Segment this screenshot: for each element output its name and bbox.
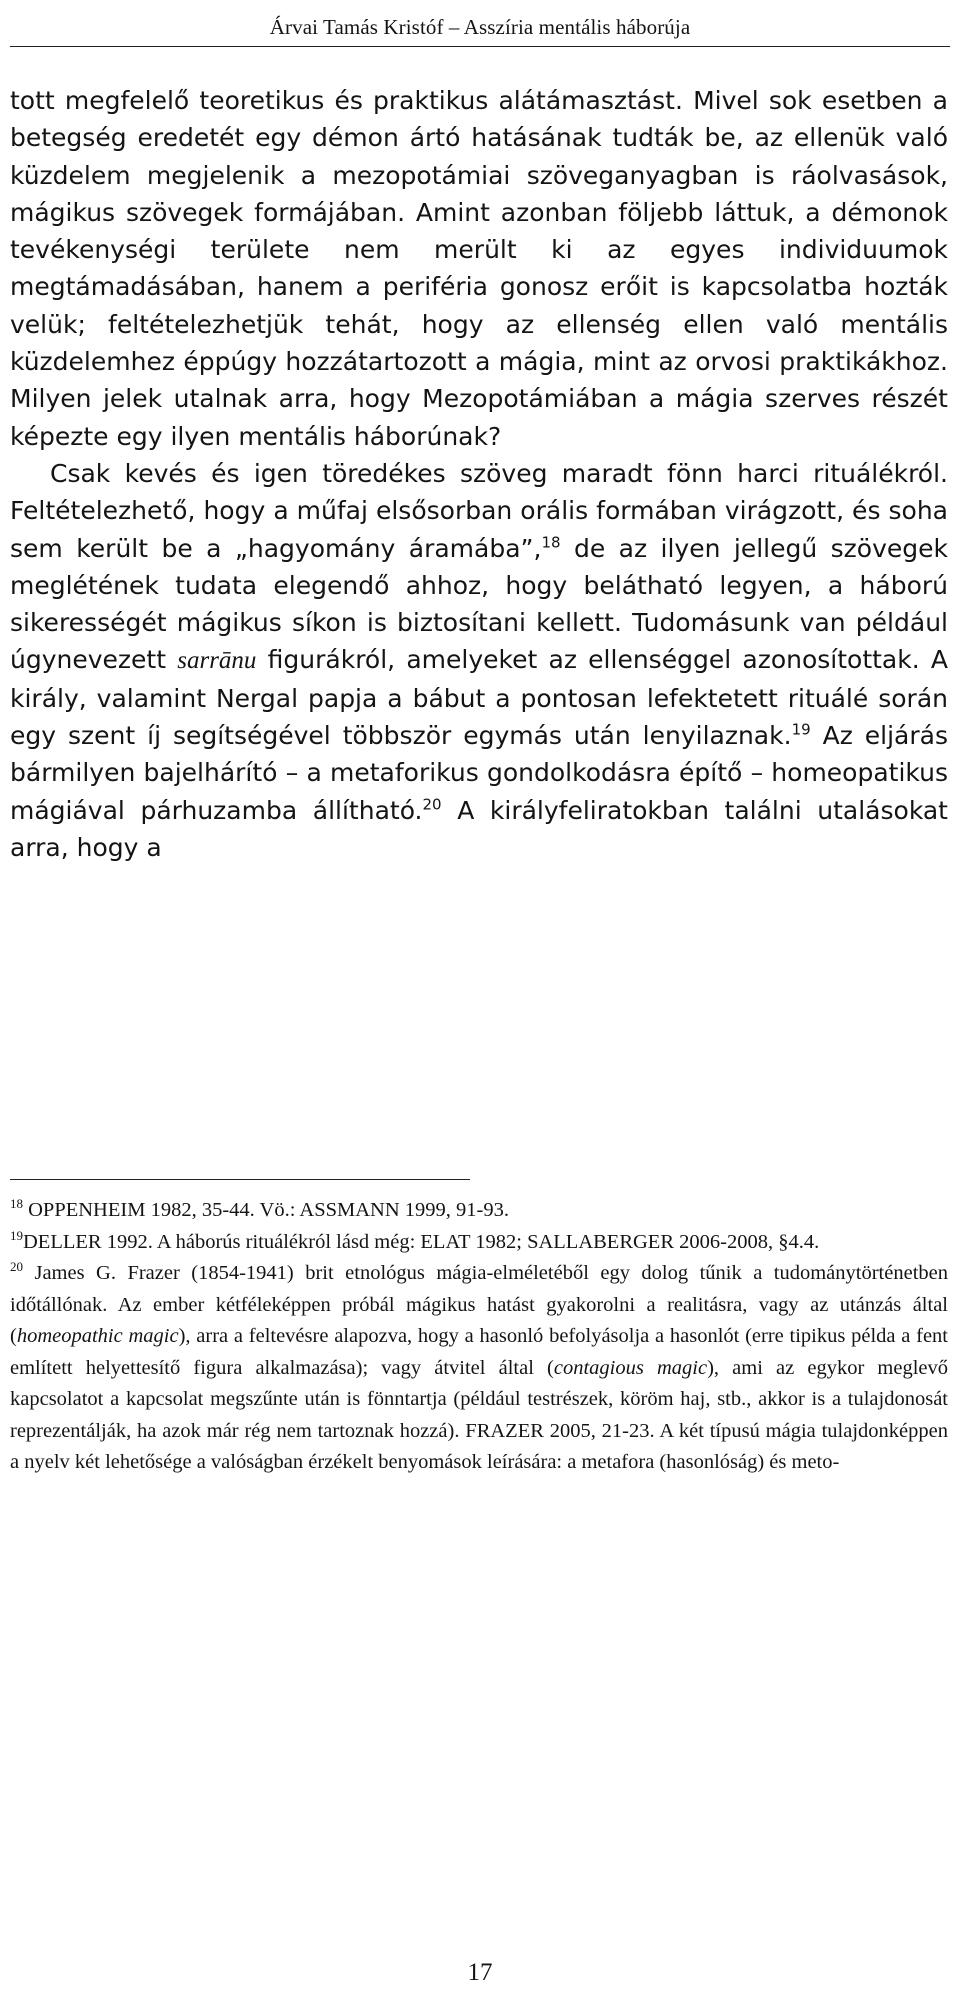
paragraph-1: [10, 82, 948, 455]
italic-term-contagious-magic: contagious magic: [553, 1356, 708, 1379]
footnote-19-number: 19: [10, 1227, 23, 1243]
paragraph-2-text-b: de az ilyen jellegű szövegek meglétének tudata elegendő ahhoz, hogy belátható legyen, a háború sikerességét mágikus síkon is biztosítani kellett. Tudomásunk van például úgynevezett: [10, 533, 948, 675]
footnote-19-text: DELLER 1992. A háborús rituálékról lásd még: ELAT 1982; SALLABERGER 2006-2008, §4.4.: [23, 1230, 820, 1253]
footnote-19: [10, 1227, 948, 1259]
footnote-20-text-a: James G. Frazer (1854-1941) brit etnológus mágia-elméletéből egy dolog tűnik a tudománytörténetben időtállónak. Az ember kétféleképpen próbál mágikus hatást gyakorolni a realitásra, vagy az utánzás által (: [10, 1262, 948, 1347]
italic-term-homeopathic-magic: homeopathic magic: [16, 1325, 179, 1347]
paragraph-2-text-c: figurákról, amelyeket az ellenséggel azonosítottak. A király, valamint Nergal papja a bábut a pontosan lefektetett rituálé során egy szent íj segítségével többször egymás után lenyilaznak.: [10, 645, 948, 751]
footnote-ref-19[interactable]: 19: [791, 720, 811, 739]
footnote-20-text-b: ), arra a feltevésre alapozva, hogy a hasonló befolyásolja a hasonlót (erre tipikus példa a fent említett helyettesítő figura alkalmazása); vagy átvitel által (: [10, 1325, 948, 1379]
paragraph-1-text: tott megfelelő teoretikus és praktikus alátámasztást. Mivel sok esetben a betegség eredetét egy démon ártó hatásának tudták be, az ellenük való küzdelem megjelenik a mezopotámiai szöveganyagban is ráolvasások, mágikus szövegek formájában. Amint azonban följebb láttuk, a démonok tevékenységi területe nem merült ki az egyes individuumok megtámadásában, hanem a periféria gonosz erőit is kapcsolatba hozták velük; feltételezhetjük tehát, hogy az ellenség ellen való mentális küzdelemhez éppúgy hozzátartozott a mágia, mint az orvosi praktikákhoz. Milyen jelek utalnak arra, hogy Mezopotámiában a mágia szerves részét képezte egy ilyen mentális háborúnak?: [10, 86, 948, 451]
main-body-text: [10, 82, 948, 866]
footnote-18-number: 18: [10, 1196, 23, 1212]
footnote-ref-20[interactable]: 20: [422, 795, 442, 814]
footnote-18: [10, 1195, 948, 1227]
header-rule: [10, 46, 950, 47]
paragraph-2-text-e: A királyfeliratokban találni utalásokat arra, hogy a: [10, 795, 948, 862]
paragraph-2: [10, 455, 948, 866]
paragraph-2-text-d: Az eljárás bármilyen bajelhárító – a metaforikus gondolkodásra építő – homeopatikus mágiával párhuzamba állítható.: [10, 721, 948, 825]
footnote-18-text: OPPENHEIM 1982, 35-44. Vö.: ASSMANN 1999, 91-93.: [23, 1199, 509, 1221]
footnote-ref-18[interactable]: 18: [541, 533, 561, 552]
footnote-20-text-c: ), ami az egykor meglevő kapcsolatot a kapcsolat megszűnte után is fönntartja (például testrészek, köröm haj, stb., akkor is a tulajdonosát reprezentálják, ha azok már rég nem tartoznak hozzá). FRAZER 2005, 21-23. A két típusú mágia tulajdonképpen a nyelv két lehetősége a valóságban érzékelt benyomások leírására: a metafora (hasonlóság) és meto-: [10, 1356, 948, 1473]
footnote-20-number: 20: [10, 1259, 23, 1275]
footnote-separator: [10, 1179, 470, 1180]
running-header: Árvai Tamás Kristóf – Asszíria mentális háborúja: [269, 15, 691, 39]
italic-term-sarranu: sarrānu: [177, 647, 257, 675]
footnote-20: [10, 1258, 948, 1479]
page-number: 17: [467, 1959, 493, 1986]
footnotes: [10, 1195, 948, 1479]
paragraph-2-text-a: Csak kevés és igen töredékes szöveg maradt fönn harci rituálékról. Feltételezhető, hogy a műfaj elsősorban orális formában virágzott, és soha sem került be a „hagyomány áramába”,: [10, 458, 948, 563]
